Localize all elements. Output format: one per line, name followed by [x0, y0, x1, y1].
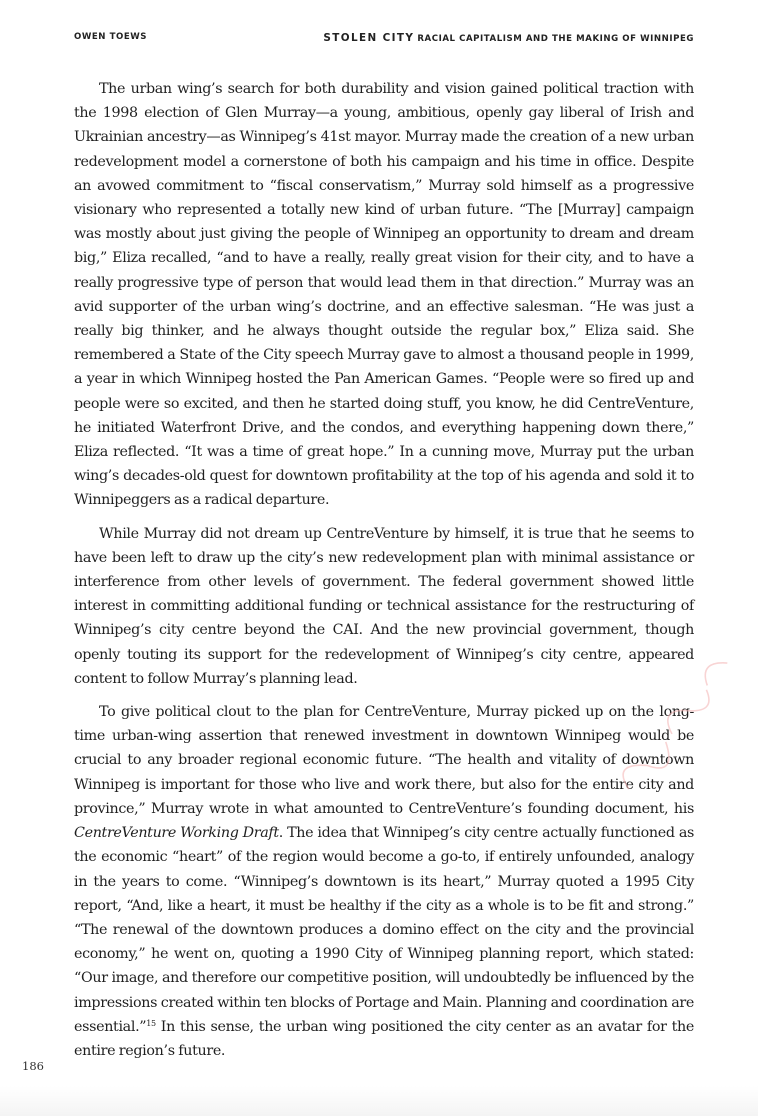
italic-title: CentreVenture Working Draft — [74, 825, 279, 842]
footnote-marker: 15 — [146, 1018, 156, 1028]
running-head-author: OWEN TOEWS — [74, 32, 148, 42]
page-bottom-shade — [0, 1086, 758, 1116]
paragraph-text: . The idea that Winnipeg’s city centre actually functioned as the economic “heart” of the region would become a go-to, if entirely unfounded, analogy in the years to come. “Winnipeg’s downtown is its heart,” Murray quoted a 1995 City report, “And, like a heart, it must be healthy if the city as a whole is to be fit and strong.” “The renewal of the downtown produces a domino effect on the city and the provincial economy,” he went on, quoting a 1990 City of Winnipeg planning report, which stated: “Our image, and therefore our competitive position, will undoubtedly be influenced by the impressions created within ten blocks of Portage and Main. Planning and coordination are essential.” — [74, 825, 694, 1035]
paragraph — [74, 700, 694, 1063]
running-head-title-sub: RACIAL CAPITALISM AND THE MAKING OF WINNIPEG — [417, 34, 694, 44]
paragraph-text: To give political clout to the plan for CentreVenture, Murray picked up on the long-time urban-wing assertion that renewed investment in downtown Winnipeg would be crucial to any broader regional economic future. “The health and vitality of downtown Winnipeg is important for those who live and work there, but also for the entire city and province,” Murray wrote in what amounted to CentreVenture’s founding document, his — [74, 704, 694, 817]
paragraph-text: In this sense, the urban wing positioned the city center as an avatar for the entire region’s future. — [74, 1018, 694, 1059]
paragraph-text: While Murray did not dream up CentreVenture by himself, it is true that he seems to have been left to draw up the city’s new redevelopment plan with minimal assistance or interference from other levels of government. The federal government showed little interest in committing additional funding or technical assistance for the restructuring of Winnipeg’s city centre beyond the CAI. And the new provincial government, though openly touting its support for the redevelopment of Winnipeg’s city centre, appeared content to follow Murray’s planning lead. — [74, 525, 694, 687]
paragraph — [74, 522, 694, 691]
page-number: 186 — [22, 1059, 44, 1073]
running-head-book-title — [323, 32, 694, 44]
running-head-title-main: STOLEN CITY — [323, 32, 415, 44]
body-text — [74, 77, 694, 1072]
running-head — [74, 32, 694, 46]
paragraph-text: The urban wing’s search for both durability and vision gained political traction with the 1998 election of Glen Murray—a young, ambitious, openly gay liberal of Irish and Ukrainian ancestry—as Winnipeg’s 41st mayor. Murray made the creation of a new urban redevelopment model a cornerstone of both his campaign and his time in office. Despite an avowed commitment to “fiscal conservatism,” Murray sold himself as a progressive visionary who represented a totally new kind of urban future. “The [Murray] campaign was mostly about just giving the people of Winnipeg an opportunity to dream and dream big,” Eliza recalled, “and to have a really, really great vision for their city, and to have a really progressive type of person that would lead them in that direction.” Murray was an avid supporter of the urban wing’s doctrine, and an effective salesman. “He was just a really big thinker, and he always thought outside the regular box,” Eliza said. She remembered a State of the City speech Murray gave to almost a thousand people in 1999, a year in which Winnipeg hosted the Pan American Games. “People were so fired up and people were so excited, and then he started doing stuff, you know, he did CentreVenture, he initiated Waterfront Drive, and the condos, and everything happening down there,” Eliza reflected. “It was a time of great hope.” In a cunning move, Murray put the urban wing’s decades-old quest for downtown profitability at the top of his agenda and sold it to Winnipeggers as a radical departure. — [74, 81, 694, 509]
paragraph — [74, 77, 694, 513]
